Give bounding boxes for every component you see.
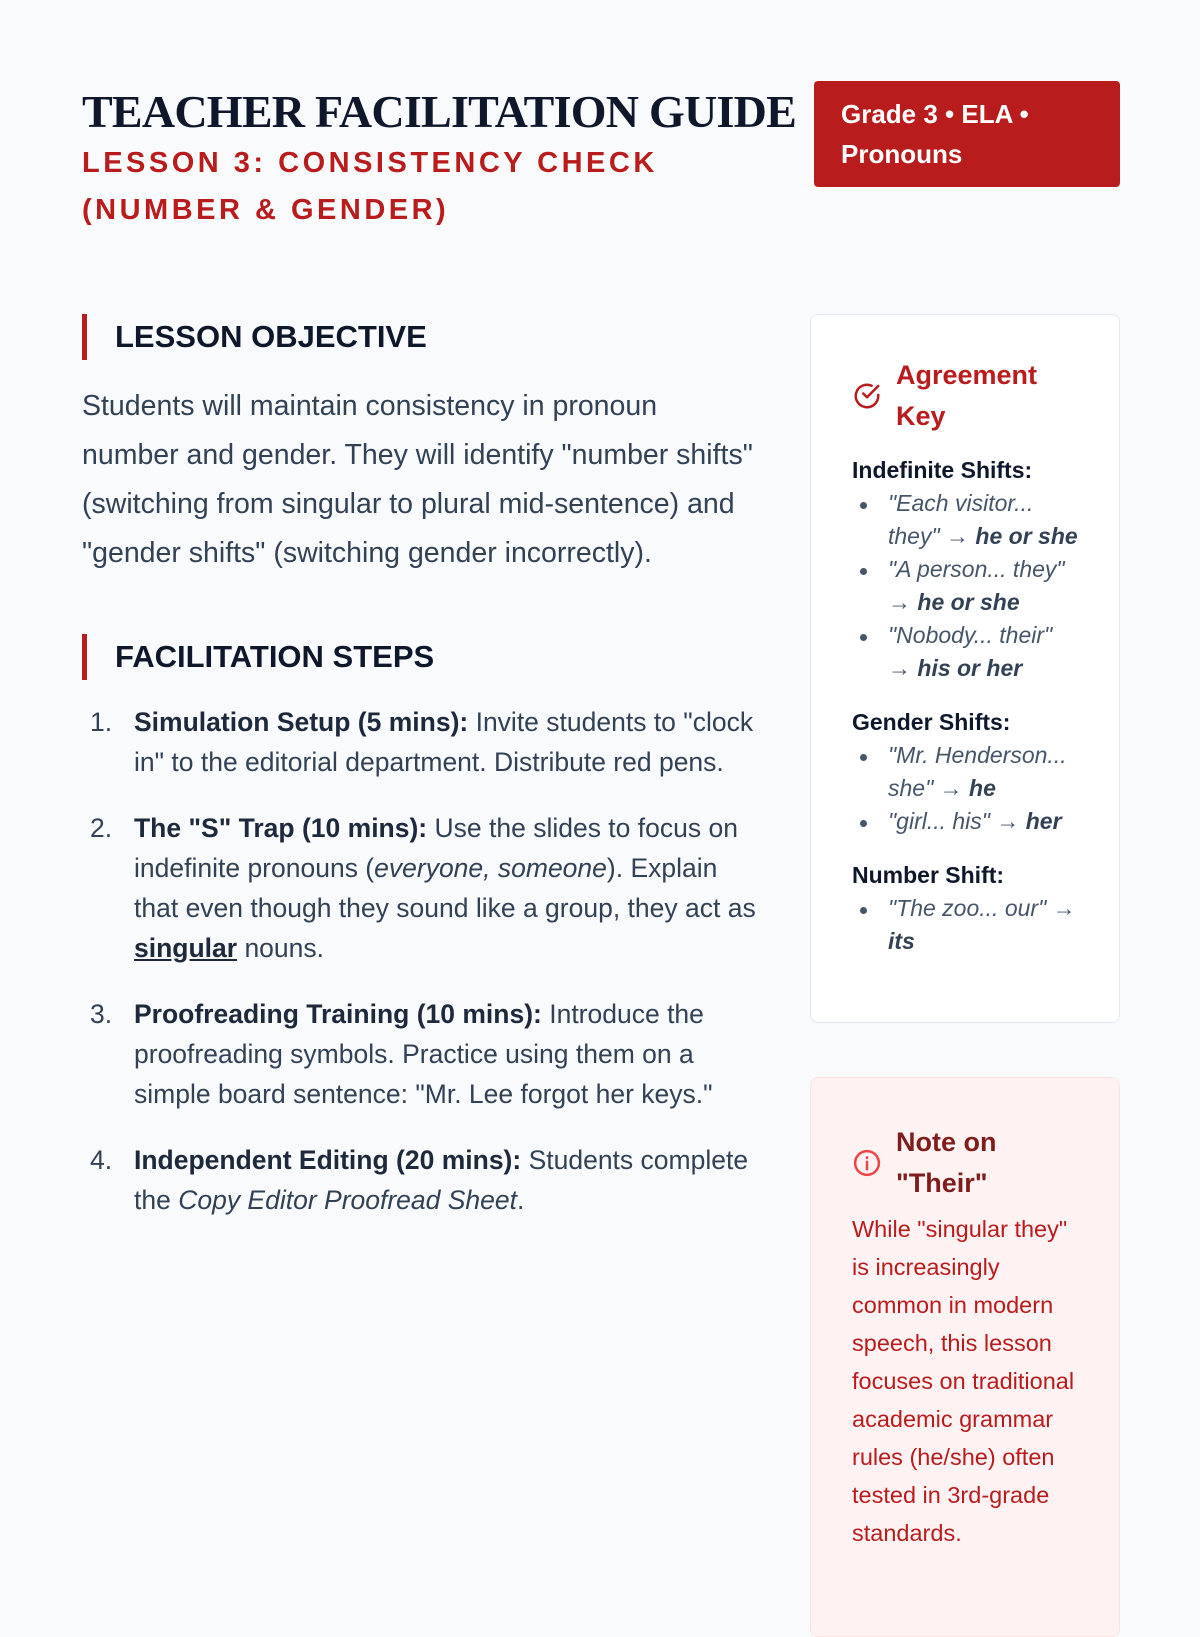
arrow-icon: → — [888, 655, 911, 681]
main-content — [82, 314, 757, 1246]
key-group-heading: Gender Shifts: — [852, 709, 1011, 735]
agreement-key-card — [810, 314, 1120, 1023]
note-text: While "singular they" is increasingly common in modern speech, this lesson focuses on traditional academic grammar rules (he/she) often tested in 3rd-grade standards. — [852, 1216, 1075, 1546]
objective-heading: LESSON OBJECTIVE — [82, 314, 757, 360]
check-circle-icon — [852, 381, 882, 411]
info-icon — [852, 1148, 882, 1178]
objective-text: Students will maintain consistency in pronoun number and gender. They will identify "number shifts" (switching from singular to plural mid-sentence) and "gender shifts" (switching gender incorrectly). — [82, 390, 753, 569]
key-group-heading: Number Shift: — [852, 862, 1005, 888]
key-item: "Mr. Henderson... she" → he — [852, 739, 1079, 805]
grade-badge: Grade 3 • ELA • Pronouns — [814, 81, 1120, 187]
step-item: 2. The "S" Trap (10 mins): Use the slides to focus on indefinite pronouns (everyone, someone). Explain that even though they sound like a group, they act as singular nouns. — [90, 813, 756, 963]
step-item: 4. Independent Editing (20 mins): Students complete the Copy Editor Proofread Sheet. — [90, 1145, 749, 1215]
arrow-icon: → — [888, 589, 911, 615]
note-title: Note on "Their" — [896, 1127, 997, 1198]
arrow-icon: → — [946, 523, 970, 549]
key-item: "The zoo... our" → its — [852, 892, 1079, 958]
key-item: "Each visitor... they" → he or she — [852, 487, 1079, 553]
step-item: 1. Simulation Setup (5 mins): Invite students to "clock in" to the editorial department. Distribute red pens. — [90, 707, 754, 777]
key-list — [852, 487, 1079, 685]
arrow-icon: → — [996, 808, 1020, 834]
lesson-subtitle: LESSON 3: CONSISTENCY CHECK (NUMBER & GENDER) — [82, 147, 658, 226]
key-item: "girl... his" → her — [852, 805, 1079, 838]
arrow-icon: → — [939, 775, 963, 801]
key-list — [852, 892, 1079, 958]
steps-heading: FACILITATION STEPS — [82, 634, 757, 680]
page-title: TEACHER FACILITATION GUIDE — [82, 86, 797, 137]
page-header — [82, 84, 807, 234]
key-item: "A person... they" → he or she — [852, 553, 1079, 619]
singular-emphasis: singular — [134, 933, 238, 963]
key-group-heading: Indefinite Shifts: — [852, 457, 1033, 483]
step-item: 3. Proofreading Training (10 mins): Introduce the proofreading symbols. Practice using them on a simple board sentence: "Mr. Lee forgot her keys." — [90, 999, 713, 1109]
key-item: "Nobody... their" → his or her — [852, 619, 1079, 685]
key-list — [852, 739, 1079, 838]
steps-list — [82, 702, 757, 1220]
arrow-icon: → — [1052, 895, 1076, 921]
agreement-key-title: Agreement Key — [896, 360, 1038, 431]
their-note-card — [810, 1077, 1120, 1637]
